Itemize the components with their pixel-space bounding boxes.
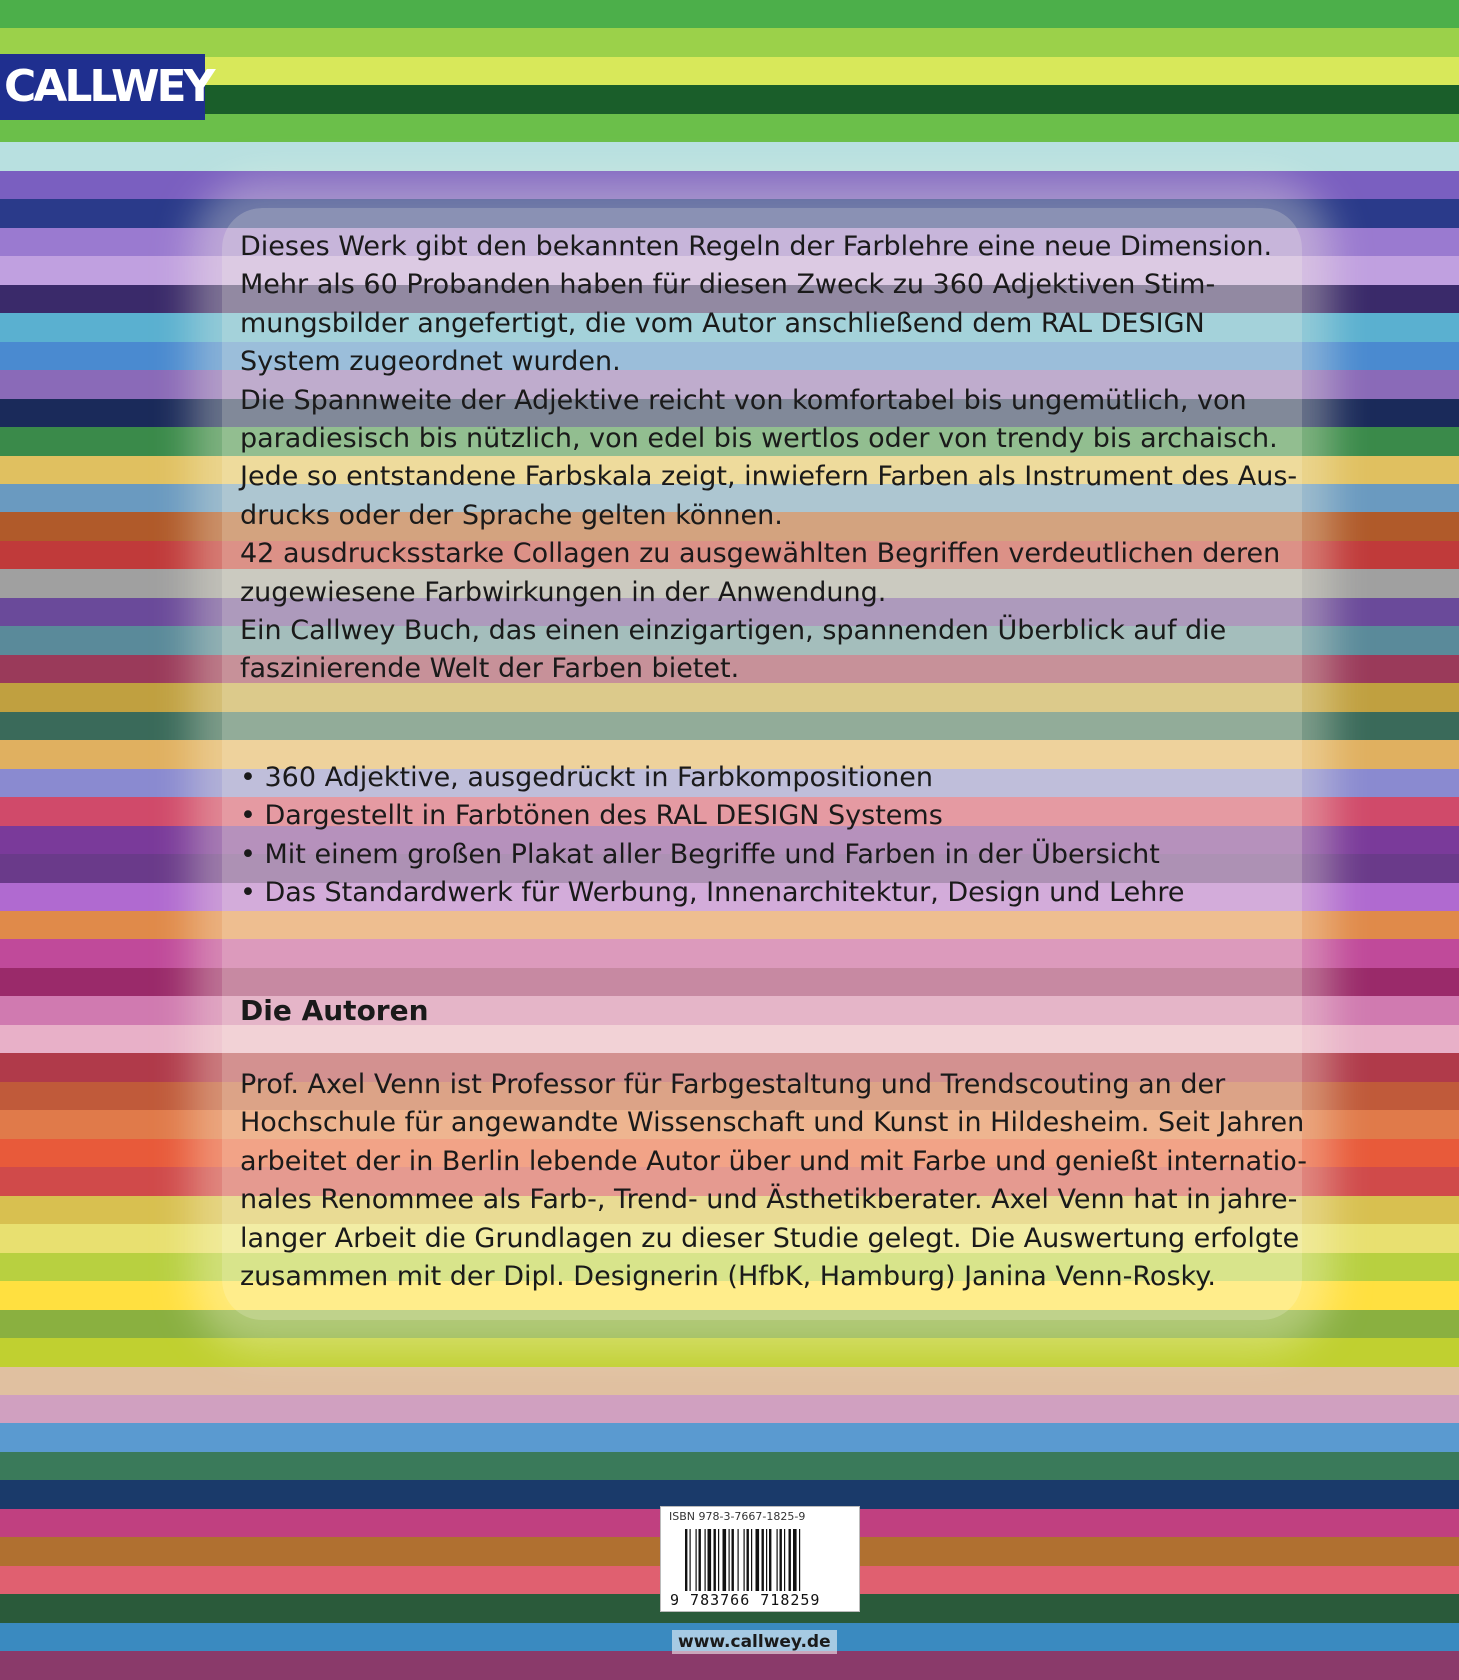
intro-line: mungsbilder angefertigt, die vom Autor anschließend dem RAL DESIGN bbox=[240, 307, 1205, 339]
publisher-logo: CALLWEY bbox=[0, 54, 205, 120]
intro-line: Die Spannweite der Adjektive reicht von komfortabel bis ungemütlich, von bbox=[240, 384, 1247, 416]
bullet-item: • Dargestellt in Farbtönen des RAL DESIGN Systems bbox=[240, 800, 943, 832]
color-stripe bbox=[0, 1480, 1459, 1508]
color-stripe bbox=[0, 1423, 1459, 1451]
intro-description bbox=[240, 228, 1320, 689]
authors-bio bbox=[240, 1066, 1320, 1296]
color-stripe bbox=[0, 1395, 1459, 1423]
bullet-item: • Mit einem großen Plakat aller Begriffe und Farben in der Übersicht bbox=[240, 838, 1160, 870]
intro-line: System zugeordnet wurden. bbox=[240, 346, 621, 378]
intro-line: Mehr als 60 Probanden haben für diesen Zweck zu 360 Adjektiven Stim- bbox=[240, 269, 1216, 301]
intro-line: drucks oder der Sprache gelten können. bbox=[240, 499, 783, 531]
intro-line: 42 ausdrucksstarke Collagen zu ausgewählten Begriffen verdeutlichen deren bbox=[240, 538, 1281, 570]
authors-line: langer Arbeit die Grundlagen zu dieser Studie gelegt. Die Auswertung erfolgte bbox=[240, 1222, 1300, 1254]
bullet-item: • Das Standardwerk für Werbung, Innenarchitektur, Design und Lehre bbox=[240, 877, 1185, 909]
feature-bullet-list bbox=[240, 759, 1320, 913]
color-stripe bbox=[0, 57, 1459, 85]
intro-line: zugewiesene Farbwirkungen in der Anwendung. bbox=[240, 576, 887, 608]
isbn-digits: 9 783766 718259 bbox=[670, 1591, 821, 1609]
color-stripe bbox=[0, 171, 1459, 199]
bullet-item: • 360 Adjektive, ausgedrückt in Farbkompositionen bbox=[240, 762, 934, 793]
intro-line: Dieses Werk gibt den bekannten Regeln der Farblehre eine neue Dimension. bbox=[240, 231, 1273, 262]
intro-line: Ein Callwey Buch, das einen einzigartigen, spannenden Überblick auf die bbox=[240, 615, 1227, 647]
authors-line: Hochschule für angewandte Wissenschaft und Kunst in Hildesheim. Seit Jahren bbox=[240, 1107, 1305, 1139]
authors-line: nales Renommee als Farb-, Trend- und Ästhetikberater. Axel Venn hat in jahre- bbox=[240, 1184, 1298, 1216]
color-stripe bbox=[0, 1338, 1459, 1366]
color-stripe bbox=[0, 85, 1459, 113]
publisher-website: www.callwey.de bbox=[672, 1630, 837, 1654]
color-stripe bbox=[0, 1452, 1459, 1480]
color-stripe bbox=[0, 1651, 1459, 1679]
barcode-icon bbox=[683, 1529, 843, 1591]
intro-line: paradiesisch bis nützlich, von edel bis wertlos oder von trendy bis archaisch. bbox=[240, 423, 1278, 455]
authors-line: Prof. Axel Venn ist Professor für Farbgestaltung und Trendscouting an der bbox=[240, 1069, 1226, 1100]
authors-line: arbeitet der in Berlin lebende Autor über und mit Farbe und genießt internatio- bbox=[240, 1145, 1308, 1177]
color-stripe bbox=[0, 1367, 1459, 1395]
color-stripe bbox=[0, 0, 1459, 28]
intro-line: Jede so entstandene Farbskala zeigt, inwiefern Farben als Instrument des Aus- bbox=[240, 461, 1298, 493]
isbn-label: ISBN 978-3-7667-1825-9 bbox=[669, 1510, 806, 1523]
authors-heading: Die Autoren bbox=[240, 994, 429, 1027]
color-stripe bbox=[0, 142, 1459, 170]
color-stripe bbox=[0, 114, 1459, 142]
intro-line: faszinierende Welt der Farben bietet. bbox=[240, 653, 740, 685]
color-stripe bbox=[0, 28, 1459, 56]
isbn-barcode-box bbox=[660, 1506, 860, 1612]
authors-line: zusammen mit der Dipl. Designerin (HfbK, Hamburg) Janina Venn-Rosky. bbox=[240, 1261, 1216, 1293]
